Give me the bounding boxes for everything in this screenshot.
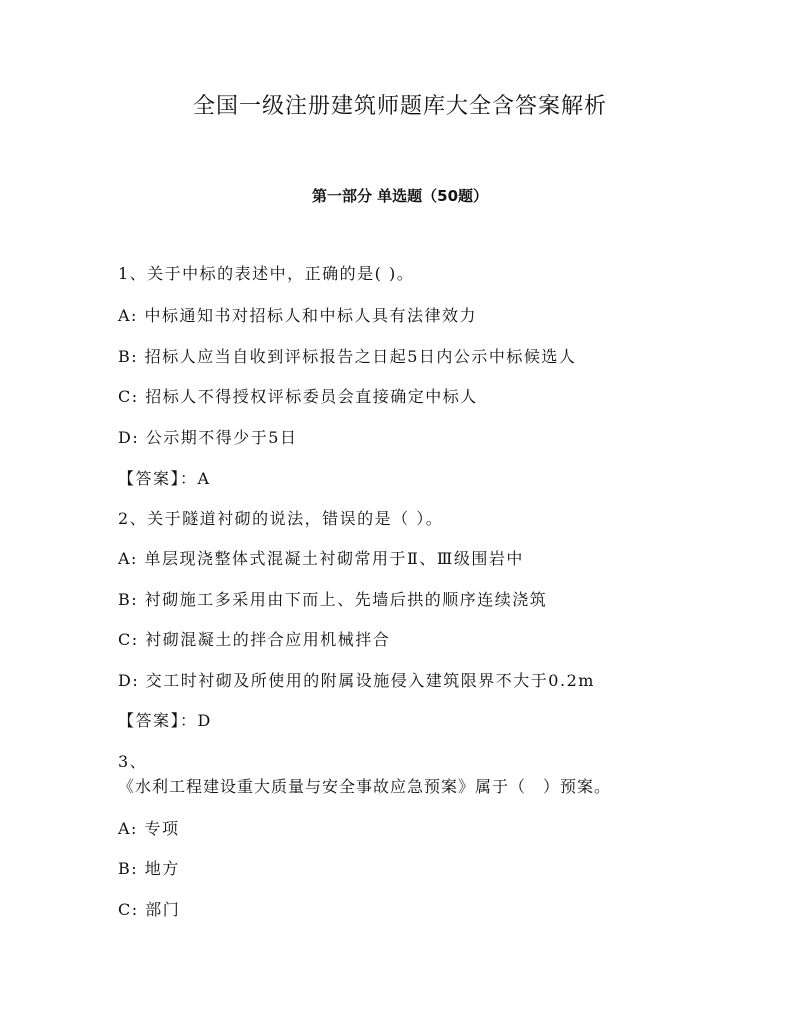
question-1-answer: 【答案】：A — [118, 469, 211, 488]
question-1-stem: 1、关于中标的表述中，正确的是( )。 — [118, 264, 415, 283]
document-title: 全国一级注册建筑师题库大全含答案解析 — [192, 94, 607, 119]
question-1-option-c: C: 招标人不得授权评标委员会直接确定中标人 — [118, 387, 478, 406]
question-2-option-d: D: 交工时衬砌及所使用的附属设施侵入建筑限界不大于0.2m — [118, 671, 595, 690]
question-2-option-b: B: 衬砌施工多采用由下而上、先墙后拱的顺序连续浇筑 — [118, 590, 548, 609]
question-2-option-c: C: 衬砌混凝土的拌合应用机械拌合 — [118, 630, 391, 649]
question-2-stem: 2、关于隧道衬砌的说法，错误的是（ ）。 — [118, 509, 444, 528]
question-3-number: 3、 — [118, 752, 148, 771]
question-3-option-a: A: 专项 — [118, 819, 180, 838]
question-1-option-d: D: 公示期不得少于5日 — [118, 428, 298, 447]
question-2-answer: 【答案】：D — [118, 711, 212, 730]
section-title: 第一部分 单选题（50题） — [311, 187, 489, 205]
question-3-option-b: B: 地方 — [118, 859, 180, 878]
question-3-option-c: C: 部门 — [118, 900, 181, 919]
question-1-option-a: A: 中标通知书对招标人和中标人具有法律效力 — [118, 306, 478, 325]
question-3-stem: 《水利工程建设重大质量与安全事故应急预案》属于（ ）预案。 — [118, 777, 612, 796]
question-2-option-a: A: 单层现浇整体式混凝土衬砌常用于Ⅱ、Ⅲ级围岩中 — [118, 549, 524, 568]
question-1-option-b: B: 招标人应当自收到评标报告之日起5日内公示中标候选人 — [118, 347, 577, 366]
